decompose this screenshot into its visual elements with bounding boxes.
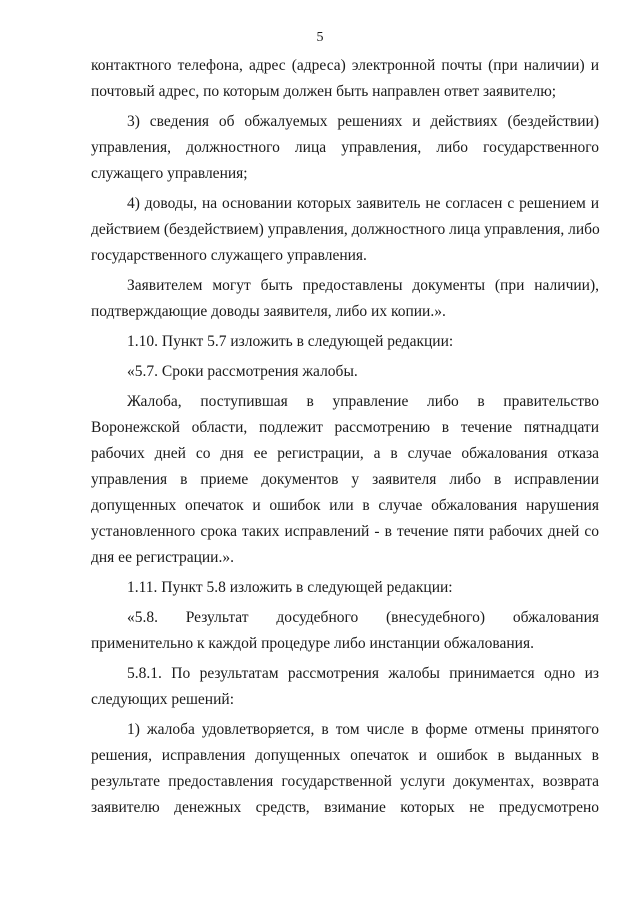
paragraph [91,605,599,657]
text-line: решения, исправления допущенных опечаток и ошибок в выданных в [91,747,599,764]
paragraph [91,273,599,325]
text-line: 1.10. Пункт 5.7 изложить в следующей редакции: [127,333,454,350]
paragraph [91,329,599,355]
text-line: следующих решений: [91,691,234,708]
text-line: служащего управления; [91,165,248,182]
text-line: 3) сведения об обжалуемых решениях и действиях (бездействии) [127,113,599,130]
text-line: установленного срока таких исправлений - в течение пяти рабочих дней со [91,523,599,540]
text-line: Заявителем могут быть предоставлены документы (при наличии), [127,277,599,294]
text-line: управления, должностного лица управления, либо государственного [91,139,599,156]
text-line: Жалоба, поступившая в управление либо в правительство [127,393,599,410]
document-body [91,53,599,825]
text-line: почтовый адрес, по которым должен быть направлен ответ заявителю; [91,83,557,100]
text-line: 4) доводы, на основании которых заявитель не согласен с решением и [127,195,599,212]
text-line: применительно к каждой процедуре либо инстанции обжалования. [91,635,534,652]
paragraph [91,575,599,601]
text-line: дня ее регистрации.». [91,549,234,566]
text-line: управления в приеме документов у заявителя либо в исправлении [91,471,599,488]
text-line: 1) жалоба удовлетворяется, в том числе в форме отмены принятого [127,721,599,738]
text-line: государственного служащего управления. [91,247,367,264]
paragraph [91,389,599,571]
page-number: 5 [316,30,324,45]
paragraph [91,191,599,269]
text-line: «5.8. Результат досудебного (внесудебного) обжалования [127,609,599,626]
text-line: контактного телефона, адрес (адреса) электронной почты (при наличии) и [91,57,599,74]
text-line: подтверждающие доводы заявителя, либо их копии.». [91,303,446,320]
paragraph [91,109,599,187]
text-line: заявителю денежных средств, взимание которых не предусмотрено [91,799,599,816]
text-line: действием (бездействием) управления, должностного лица управления, либо [91,221,600,238]
paragraph [91,661,599,713]
text-line: допущенных опечаток и ошибок или в случае обжалования нарушения [91,497,599,514]
paragraph [91,359,599,385]
text-line: результате предоставления государственной услуги документах, возврата [91,773,599,790]
text-line: Воронежской области, подлежит рассмотрению в течение пятнадцати [91,419,599,436]
text-line: рабочих дней со дня ее регистрации, а в случае обжалования отказа [91,445,599,462]
text-line: 5.8.1. По результатам рассмотрения жалобы принимается одно из [127,665,599,682]
text-line: «5.7. Сроки рассмотрения жалобы. [127,363,358,380]
paragraph [91,53,599,105]
paragraph [91,717,599,821]
text-line: 1.11. Пункт 5.8 изложить в следующей редакции: [127,579,453,596]
